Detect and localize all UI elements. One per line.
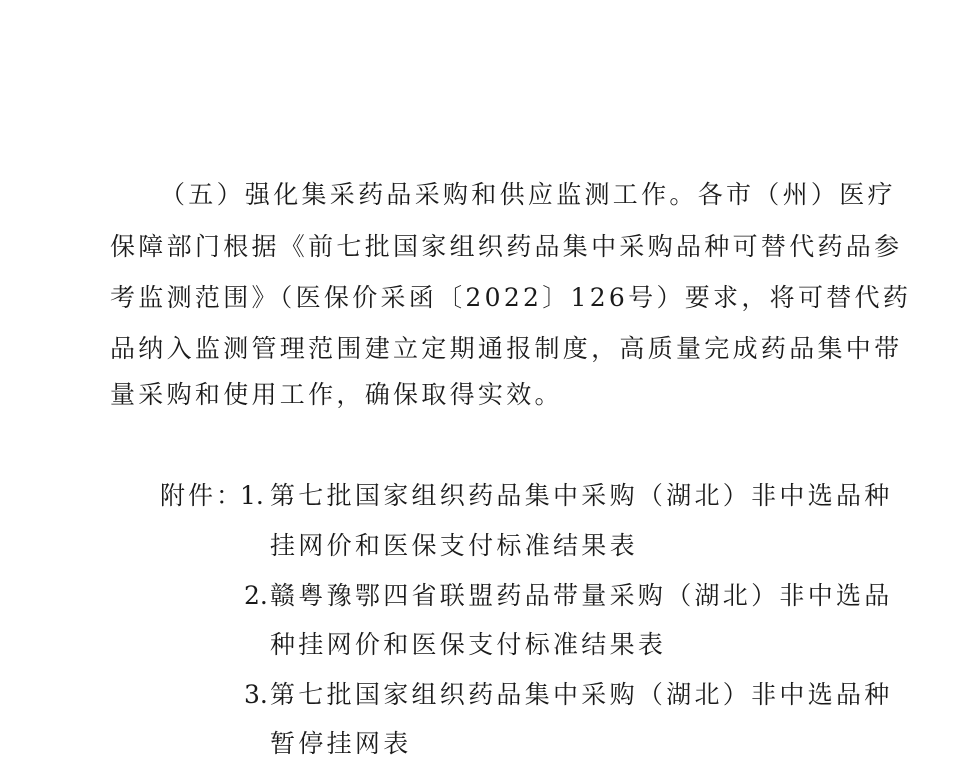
paragraph-line: 品纳入监测管理范围建立定期通报制度，高质量完成药品集中带 bbox=[110, 334, 903, 363]
attachment-title-line: 暂停挂网表 bbox=[270, 729, 412, 758]
attachment-title-line: 第七批国家组织药品集中采购（湖北）非中选品种 bbox=[270, 481, 893, 510]
paragraph-line: （五）强化集采药品采购和供应监测工作。各市（州）医疗 bbox=[160, 180, 896, 209]
paragraph-line: 考监测范围》（医保价采函〔2022〕126号）要求，将可替代药 bbox=[110, 283, 912, 312]
attachment-title-line: 第七批国家组织药品集中采购（湖北）非中选品种 bbox=[270, 680, 893, 709]
attachment-title-line: 挂网价和医保支付标准结果表 bbox=[270, 531, 638, 560]
attachments-label: 附件： bbox=[160, 481, 245, 510]
attachment-number: 1. bbox=[240, 481, 264, 510]
attachment-title-line: 赣粤豫鄂四省联盟药品带量采购（湖北）非中选品 bbox=[270, 581, 893, 610]
attachment-number: 3. bbox=[244, 680, 268, 709]
paragraph-line: 量采购和使用工作，确保取得实效。 bbox=[110, 380, 563, 409]
attachment-title-line: 种挂网价和医保支付标准结果表 bbox=[270, 630, 667, 659]
paragraph-line: 保障部门根据《前七批国家组织药品集中采购品种可替代药品参 bbox=[110, 232, 903, 261]
attachment-number: 2. bbox=[244, 581, 268, 610]
